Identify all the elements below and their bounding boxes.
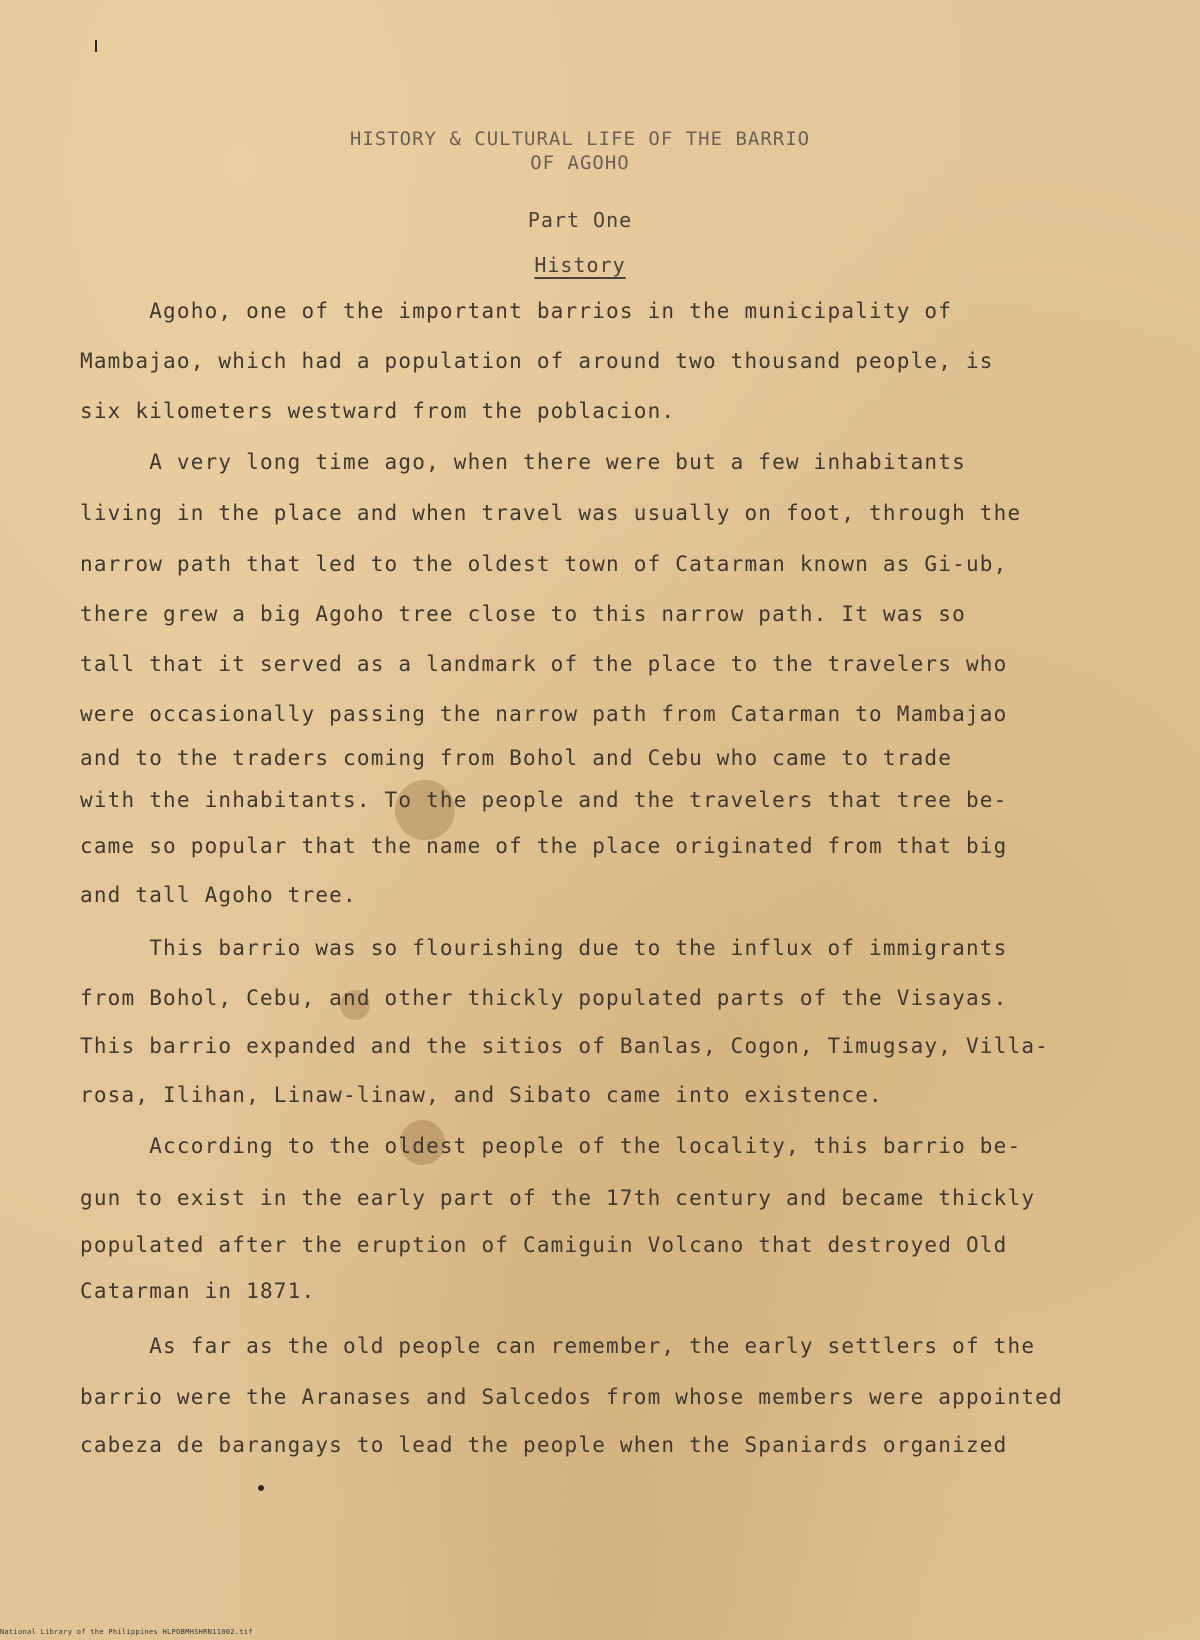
text-line: barrio were the Aranases and Salcedos from whose members were appointed xyxy=(80,1385,1063,1409)
text-line: A very long time ago, when there were but a few inhabitants xyxy=(80,450,966,474)
ink-mark xyxy=(258,1485,264,1491)
section-heading-text: History xyxy=(534,253,626,277)
text-line: from Bohol, Cebu, and other thickly populated parts of the Visayas. xyxy=(80,986,1008,1010)
text-line: six kilometers westward from the poblacion. xyxy=(80,399,676,423)
text-line: Catarman in 1871. xyxy=(80,1279,316,1303)
text-line: came so popular that the name of the place originated from that big xyxy=(80,834,1008,858)
text-line: Mambajao, which had a population of around two thousand people, is xyxy=(80,349,994,373)
document-title xyxy=(300,127,860,175)
text-line: tall that it served as a landmark of the place to the travelers who xyxy=(80,652,1008,676)
ink-mark xyxy=(95,40,97,52)
text-line: and tall Agoho tree. xyxy=(80,883,357,907)
text-line: rosa, Ilihan, Linaw-linaw, and Sibato came into existence. xyxy=(80,1083,883,1107)
text-line: This barrio expanded and the sitios of Banlas, Cogon, Timugsay, Villa- xyxy=(80,1034,1050,1058)
text-line: with the inhabitants. To the people and the travelers that tree be- xyxy=(80,788,1008,812)
title-line-2: OF AGOHO xyxy=(530,152,630,174)
part-heading: Part One xyxy=(527,208,633,232)
section-heading xyxy=(300,253,860,277)
text-line: Agoho, one of the important barrios in the municipality of xyxy=(80,299,953,323)
text-line: and to the traders coming from Bohol and Cebu who came to trade xyxy=(80,746,953,770)
text-line: living in the place and when travel was usually on foot, through the xyxy=(80,501,1022,525)
text-line: populated after the eruption of Camiguin Volcano that destroyed Old xyxy=(80,1233,1008,1257)
text-line: gun to exist in the early part of the 17th century and became thickly xyxy=(80,1186,1036,1210)
text-line: As far as the old people can remember, the early settlers of the xyxy=(80,1334,1036,1358)
text-line: This barrio was so flourishing due to the influx of immigrants xyxy=(80,936,1008,960)
title-line-1: HISTORY & CULTURAL LIFE OF THE BARRIO xyxy=(349,128,811,150)
text-line: were occasionally passing the narrow path from Catarman to Mambajao xyxy=(80,702,1008,726)
text-line: cabeza de barangays to lead the people when the Spaniards organized xyxy=(80,1433,1008,1457)
text-line: there grew a big Agoho tree close to this narrow path. It was so xyxy=(80,602,966,626)
text-line: narrow path that led to the oldest town of Catarman known as Gi-ub, xyxy=(80,552,1008,576)
text-line: According to the oldest people of the locality, this barrio be- xyxy=(80,1134,1022,1158)
footer-caption: National Library of the Philippines HLPOBMHSHRN11002.tif xyxy=(0,1628,253,1636)
